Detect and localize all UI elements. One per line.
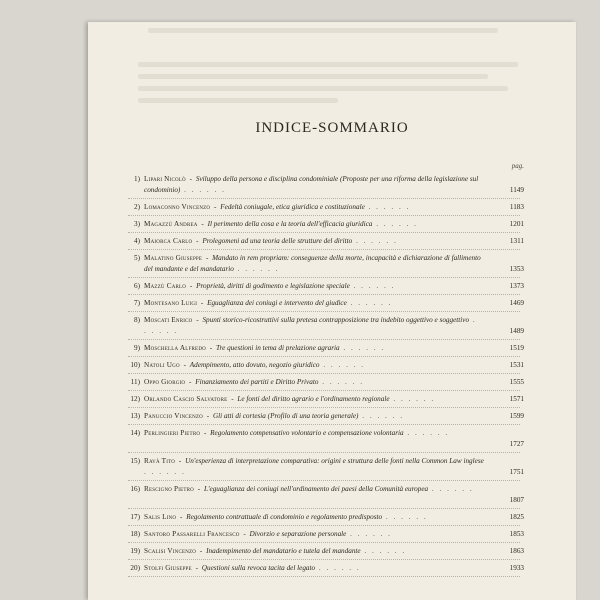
entry-number: 9) bbox=[134, 344, 140, 352]
entry-author: Stolfi Giuseppe bbox=[144, 564, 192, 572]
index-entry bbox=[120, 298, 524, 309]
entry-body bbox=[144, 219, 484, 230]
index-entry bbox=[120, 411, 524, 422]
index-entry bbox=[120, 428, 524, 450]
entry-number: 16) bbox=[130, 485, 140, 493]
leader-dots: . . . . . . bbox=[339, 344, 386, 352]
entry-page-number: 1373 bbox=[509, 282, 524, 290]
index-entry bbox=[120, 546, 524, 557]
entry-title: Fedeltà coniugale, etica giuridica e costituzionale bbox=[220, 203, 365, 211]
entry-number: 12) bbox=[130, 395, 140, 403]
entry-number: 18) bbox=[130, 530, 140, 538]
entry-separator: - bbox=[187, 175, 194, 183]
entry-divider bbox=[128, 215, 520, 216]
entry-author: Mazzù Carlo bbox=[144, 282, 187, 290]
leader-dots: . . . . . . bbox=[349, 282, 396, 290]
leader-dots: . . . . . . bbox=[403, 429, 450, 437]
entry-title: Un'esperienza di interpretazione comparativa: origini e struttura delle fonti nella Common Law inglese bbox=[185, 457, 484, 465]
entry-number: 19) bbox=[130, 547, 140, 555]
entry-title: Eguaglianza dei coniugi e intervento del giudice bbox=[207, 299, 347, 307]
entry-page-number: 1751 bbox=[509, 468, 524, 476]
leader-dots: . . . . . . bbox=[144, 316, 477, 335]
entry-page-number: 1311 bbox=[509, 237, 524, 245]
index-entry bbox=[120, 512, 524, 523]
entry-page-number: 1807 bbox=[509, 496, 524, 504]
entry-divider bbox=[128, 407, 520, 408]
entry-divider bbox=[128, 232, 520, 233]
entry-number: 4) bbox=[134, 237, 140, 245]
entry-title: Tre questioni in tema di prelazione agraria bbox=[215, 344, 340, 352]
entry-author: Moscati Enrico bbox=[144, 316, 193, 324]
entry-body bbox=[144, 484, 484, 495]
index-entry bbox=[120, 174, 524, 196]
index-entry bbox=[120, 484, 524, 506]
entry-divider bbox=[128, 356, 520, 357]
entry-author: Scalisi Vincenzo bbox=[144, 547, 197, 555]
entry-page-number: 1201 bbox=[509, 220, 524, 228]
entry-body bbox=[144, 428, 484, 439]
show-through-text bbox=[88, 22, 576, 132]
entry-page-number: 1353 bbox=[509, 265, 524, 273]
entry-author: Rescigno Pietro bbox=[144, 485, 194, 493]
leader-dots: . . . . . . bbox=[360, 547, 407, 555]
entry-author: Maiorca Carlo bbox=[144, 237, 193, 245]
entry-number: 15) bbox=[130, 457, 140, 465]
entry-separator: - bbox=[241, 530, 248, 538]
entry-divider bbox=[128, 559, 520, 560]
entry-separator: - bbox=[199, 220, 206, 228]
leader-dots: . . . . . . bbox=[315, 564, 361, 572]
entry-separator: - bbox=[198, 547, 205, 555]
entry-title: Proprietà, diritti di godimento e legislazione speciale bbox=[196, 282, 350, 290]
leader-dots: . . . . . . bbox=[352, 237, 398, 245]
entry-number: 17) bbox=[130, 513, 140, 521]
entry-divider bbox=[128, 576, 520, 577]
entry-number: 5) bbox=[134, 254, 140, 262]
entry-title: Questioni sulla revoca tacita del legato bbox=[201, 564, 316, 572]
entry-title: Le fonti del diritto agrario e l'ordinamento regionale bbox=[237, 395, 390, 403]
leader-dots: . . . . . . bbox=[233, 265, 280, 273]
leader-dots: . . . . . . bbox=[372, 220, 418, 228]
entry-body bbox=[144, 253, 484, 275]
entry-separator: - bbox=[194, 316, 201, 324]
leader-dots: . . . . . . bbox=[428, 485, 474, 493]
entry-divider bbox=[128, 339, 520, 340]
index-entry bbox=[120, 394, 524, 405]
entry-body bbox=[144, 546, 484, 557]
entry-divider bbox=[128, 311, 520, 312]
entry-title: Spunti storico-ricostruttivi sulla pretesa contrapposizione tra indebito oggettivo e soggettivo bbox=[202, 316, 470, 324]
entry-separator: - bbox=[188, 282, 195, 290]
entry-number: 1) bbox=[134, 175, 140, 183]
index-entry bbox=[120, 360, 524, 371]
entry-page-number: 1853 bbox=[509, 530, 524, 538]
entry-page-number: 1183 bbox=[509, 203, 524, 211]
entry-author: Salis Lino bbox=[144, 513, 177, 521]
entry-author: Perlingieri Pietro bbox=[144, 429, 201, 437]
entry-separator: - bbox=[194, 237, 201, 245]
entry-title: Divorzio e separazione personale bbox=[249, 530, 347, 538]
leader-dots: . . . . . . bbox=[180, 186, 226, 194]
entry-body bbox=[144, 298, 484, 309]
entry-title: Regolamento compensativo volontario e compensazione volontaria bbox=[210, 429, 404, 437]
entry-title: Sviluppo della persona e disciplina condominiale (Proposte per una riforma della legislazione sul condominio) bbox=[144, 175, 479, 194]
leader-dots: . . . . . . bbox=[346, 299, 393, 307]
entry-body bbox=[144, 202, 484, 213]
entry-separator: - bbox=[202, 429, 209, 437]
entry-separator: - bbox=[177, 457, 184, 465]
entry-divider bbox=[128, 294, 520, 295]
entry-page-number: 1149 bbox=[509, 186, 524, 194]
entry-page-number: 1863 bbox=[509, 547, 524, 555]
entry-body bbox=[144, 456, 484, 478]
entry-number: 3) bbox=[134, 220, 140, 228]
entry-body bbox=[144, 343, 484, 354]
index-entry bbox=[120, 253, 524, 275]
entry-title: Adempimento, atto dovuto, negozio giuridico bbox=[189, 361, 320, 369]
entry-author: Ravà Tito bbox=[144, 457, 176, 465]
entry-number: 13) bbox=[130, 412, 140, 420]
entry-number: 6) bbox=[134, 282, 140, 290]
entry-body bbox=[144, 360, 484, 371]
entry-divider bbox=[128, 525, 520, 526]
entry-title: Gli atti di cortesia (Profilo di una teoria generale) bbox=[212, 412, 359, 420]
index-entry bbox=[120, 281, 524, 292]
entry-separator: - bbox=[229, 395, 236, 403]
entry-body bbox=[144, 512, 484, 523]
entry-number: 14) bbox=[130, 429, 140, 437]
entry-author: Natoli Ugo bbox=[144, 361, 180, 369]
index-entry bbox=[120, 529, 524, 540]
entry-separator: - bbox=[178, 513, 185, 521]
entry-separator: - bbox=[204, 254, 211, 262]
entry-divider bbox=[128, 249, 520, 250]
entry-author: Magazzù Andrea bbox=[144, 220, 198, 228]
entry-separator: - bbox=[187, 378, 194, 386]
entry-body bbox=[144, 394, 484, 405]
entry-divider bbox=[128, 424, 520, 425]
entry-page-number: 1571 bbox=[509, 395, 524, 403]
entry-divider bbox=[128, 390, 520, 391]
entry-divider bbox=[128, 373, 520, 374]
entry-divider bbox=[128, 198, 520, 199]
entry-title: Mandato in rem propriam: conseguenze della morte, incapacità e dichiarazione di fallimento del mandante e del mandatario bbox=[144, 254, 481, 273]
entry-separator: - bbox=[193, 564, 200, 572]
index-entry bbox=[120, 236, 524, 247]
entry-author: Orlando Cascio Salvatore bbox=[144, 395, 228, 403]
entry-title: Il perimento della cosa e la teoria dell'efficacia giuridica bbox=[207, 220, 373, 228]
entry-separator: - bbox=[207, 344, 214, 352]
entry-page-number: 1531 bbox=[509, 361, 524, 369]
index-entry bbox=[120, 343, 524, 354]
entry-author: Panuccio Vincenzo bbox=[144, 412, 203, 420]
entry-separator: - bbox=[204, 412, 211, 420]
leader-dots: . . . . . . bbox=[346, 530, 392, 538]
entry-separator: - bbox=[199, 299, 206, 307]
entry-page-number: 1519 bbox=[509, 344, 524, 352]
entry-number: 11) bbox=[130, 378, 140, 386]
entry-title: Regolamento contrattuale di condominio e regolamento predisposto bbox=[186, 513, 383, 521]
entry-body bbox=[144, 281, 484, 292]
index-entry bbox=[120, 563, 524, 574]
leader-dots: . . . . . . bbox=[318, 378, 364, 386]
entry-title: L'eguaglianza dei coniugi nell'ordinamento dei paesi della Comunità europea bbox=[203, 485, 429, 493]
entry-divider bbox=[128, 452, 520, 453]
entry-author: Lipari Nicolò bbox=[144, 175, 186, 183]
entry-author: Santoro Passarelli Francesco bbox=[144, 530, 240, 538]
entry-author: Oppo Giorgio bbox=[144, 378, 186, 386]
entry-author: Montesano Luigi bbox=[144, 299, 198, 307]
index-entry bbox=[120, 377, 524, 388]
entry-author: Malatino Giuseppe bbox=[144, 254, 203, 262]
entry-title: Finanziamento dei partiti e Diritto Privato bbox=[195, 378, 319, 386]
entry-divider bbox=[128, 508, 520, 509]
entry-separator: - bbox=[181, 361, 188, 369]
index-title: INDICE-SOMMARIO bbox=[255, 120, 409, 136]
index-entry bbox=[120, 456, 524, 478]
entry-divider bbox=[128, 480, 520, 481]
entry-separator: - bbox=[195, 485, 202, 493]
entry-body bbox=[144, 377, 484, 388]
leader-dots: . . . . . . bbox=[389, 395, 436, 403]
entry-author: Moschella Alfredo bbox=[144, 344, 206, 352]
entry-page-number: 1555 bbox=[509, 378, 524, 386]
entry-page-number: 1469 bbox=[509, 299, 524, 307]
entry-number: 7) bbox=[134, 299, 140, 307]
entry-body bbox=[144, 529, 484, 540]
entry-page-number: 1825 bbox=[509, 513, 524, 521]
entry-divider bbox=[128, 277, 520, 278]
entry-number: 20) bbox=[130, 564, 140, 572]
entry-body bbox=[144, 411, 484, 422]
leader-dots: . . . . . . bbox=[358, 412, 405, 420]
entry-number: 10) bbox=[130, 361, 140, 369]
index-entry bbox=[120, 202, 524, 213]
entry-page-number: 1599 bbox=[509, 412, 524, 420]
entry-title: Prolegomeni ad una teoria delle strutture del diritto bbox=[202, 237, 353, 245]
entry-body bbox=[144, 236, 484, 247]
leader-dots: . . . . . . bbox=[144, 468, 186, 476]
leader-dots: . . . . . . bbox=[382, 513, 428, 521]
entry-number: 2) bbox=[134, 203, 140, 211]
entry-page-number: 1727 bbox=[509, 440, 524, 448]
index-entry bbox=[120, 219, 524, 230]
entry-separator: - bbox=[212, 203, 219, 211]
page-column-label: pag. bbox=[511, 162, 524, 170]
leader-dots: . . . . . . bbox=[319, 361, 366, 369]
book-page bbox=[88, 22, 576, 600]
entry-body bbox=[144, 563, 484, 574]
entry-title: Inadempimento del mandatario e tutela del mandante bbox=[206, 547, 361, 555]
entry-number: 8) bbox=[134, 316, 140, 324]
entry-page-number: 1933 bbox=[509, 564, 524, 572]
entry-author: Lomaconno Vincenzo bbox=[144, 203, 211, 211]
index-entry bbox=[120, 315, 524, 337]
entry-body bbox=[144, 315, 484, 337]
entry-page-number: 1489 bbox=[509, 327, 524, 335]
entry-divider bbox=[128, 542, 520, 543]
entry-body bbox=[144, 174, 484, 196]
leader-dots: . . . . . . bbox=[364, 203, 411, 211]
